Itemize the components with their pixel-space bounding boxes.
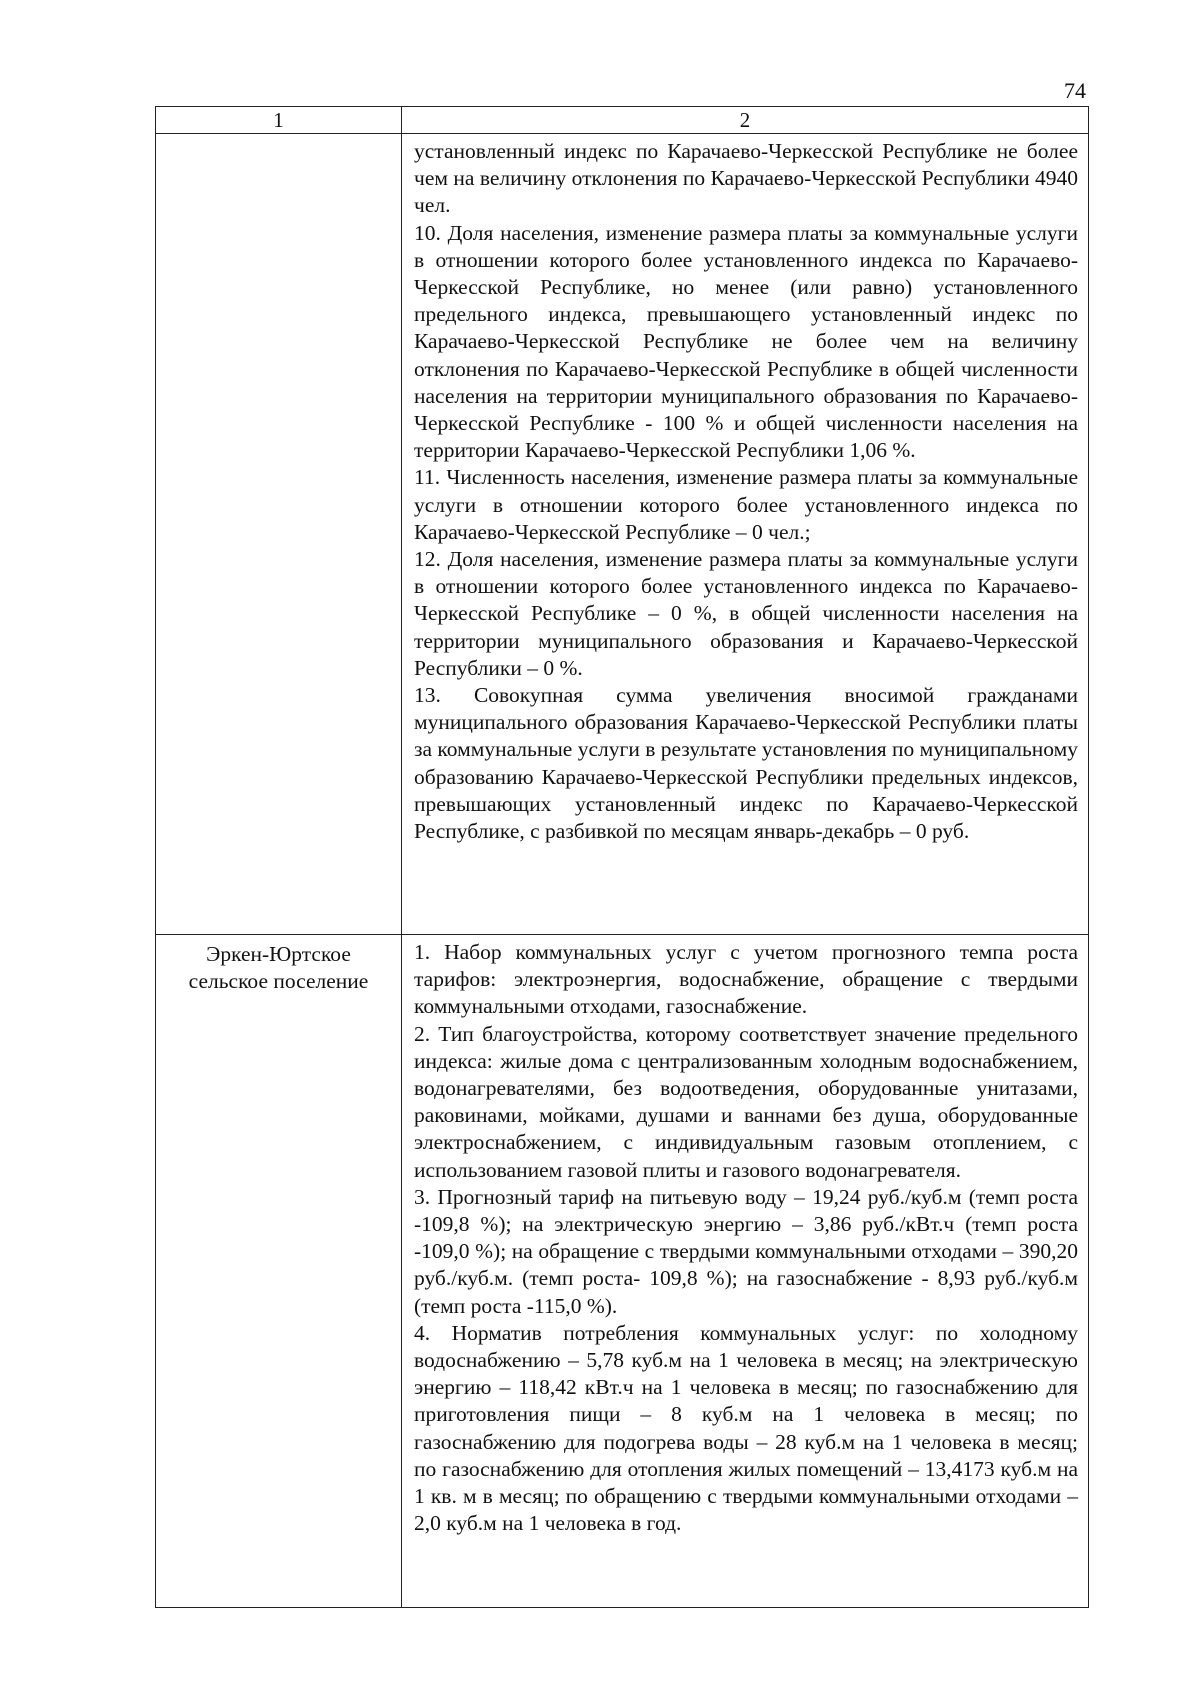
- paragraph-item-13: 13. Совокупная сумма увеличения вносимой гражданами муниципального образования Карачаево-Черкесской Республики платы за коммунальные услуги в результате установления по муниципальному образованию Карачаево-Черкесской Республики предельных индексов, превышающих установленный индекс по Карачаево-Черкесской Республике, с разбивкой по месяцам январь-декабрь – 0 руб.: [414, 683, 1078, 844]
- paragraph-item-11: 11. Численность населения, изменение размера платы за коммунальные услуги в отношении которого более установленного индекса по Карачаево-Черкесской Республике – 0 чел.;: [414, 465, 1078, 544]
- paragraph-item-3: 3. Прогнозный тариф на питьевую воду – 19,24 руб./куб.м (темп роста -109,8 %); на электрическую энергию – 3,86 руб./кВт.ч (темп роста -109,0 %); на обращение с твердыми коммунальными отходами – 390,20 руб./куб.м. (темп роста- 109,8 %); на газоснабжение - 8,93 руб./куб.м (темп роста -115,0 %).: [414, 1184, 1078, 1318]
- paragraph-item-4: 4. Норматив потребления коммунальных услуг: по холодному водоснабжению – 5,78 куб.м на 1 человека в месяц; на электрическую энергию – 118,42 кВт.ч на 1 человека в месяц; по газоснабжению для приготовления пищи – 8 куб.м на 1 человека в месяц; по газоснабжению для подогрева воды – 28 куб.м на 1 человека в месяц; по газоснабжению для отопления жилых помещений – 13,4173 куб.м на 1 кв. м в месяц; по обращению с твердыми коммунальными отходами – 2,0 куб.м на 1 человека в год.: [414, 1320, 1078, 1536]
- indicators-cell: [402, 935, 1089, 1608]
- table-header-row: [156, 107, 1089, 134]
- paragraph-item-2: 2. Тип благоустройства, которому соответствует значение предельного индекса: жилые дома с централизованным холодным водоснабжением, водонагревателями, без водоотведения, оборудованные унитазами, раковинами, мойками, душами и ваннами без душа, оборудованные электроснабжением, с индивидуальным газовым отоплением, с использованием газовой плиты и газового водонагревателя.: [414, 1021, 1078, 1182]
- document-table: [155, 106, 1089, 1608]
- settlement-name-line-1: Эркен-Юртское: [206, 942, 351, 966]
- page-number: 74: [1064, 78, 1086, 103]
- paragraph-item-10: 10. Доля населения, изменение размера платы за коммунальные услуги в отношении которого более установленного индекса по Карачаево-Черкесской Республике, но менее (или равно) установленного предельного индекса, превышающего установленный индекс по Карачаево-Черкесской Республике не более чем на величину отклонения по Карачаево-Черкесской Республике в общей численности населения на территории муниципального образования по Карачаево-Черкесской Республике - 100 % и общей численности населения на территории Карачаево-Черкесской Республики 1,06 %.: [414, 220, 1078, 463]
- table-row: [156, 935, 1089, 1608]
- paragraph-continuation: установленный индекс по Карачаево-Черкесской Республике не более чем на величину отклонения по Карачаево-Черкесской Республики 4940 чел.: [414, 139, 1078, 218]
- indicators-cell: [402, 134, 1089, 935]
- indicators-text: [402, 935, 1088, 1537]
- settlement-cell: [156, 935, 402, 1608]
- column-header-2: 2: [402, 107, 1089, 134]
- settlement-name: [156, 935, 401, 995]
- paragraph-item-12: 12. Доля населения, изменение размера платы за коммунальные услуги в отношении которого более установленного индекса по Карачаево-Черкесской Республике – 0 %, в общей численности населения на территории муниципального образования и Карачаево-Черкесской Республики – 0 %.: [414, 547, 1078, 680]
- indicators-text: [402, 134, 1088, 845]
- table-row: [156, 134, 1089, 935]
- paragraph-item-1: 1. Набор коммунальных услуг с учетом прогнозного темпа роста тарифов: электроэнергия, водоснабжение, обращение с твердыми коммунальными отходами, газоснабжение.: [414, 940, 1078, 1019]
- column-header-1: 1: [156, 107, 402, 134]
- settlement-name-line-2: сельское поселение: [188, 969, 369, 993]
- settlement-cell-empty: [156, 134, 402, 935]
